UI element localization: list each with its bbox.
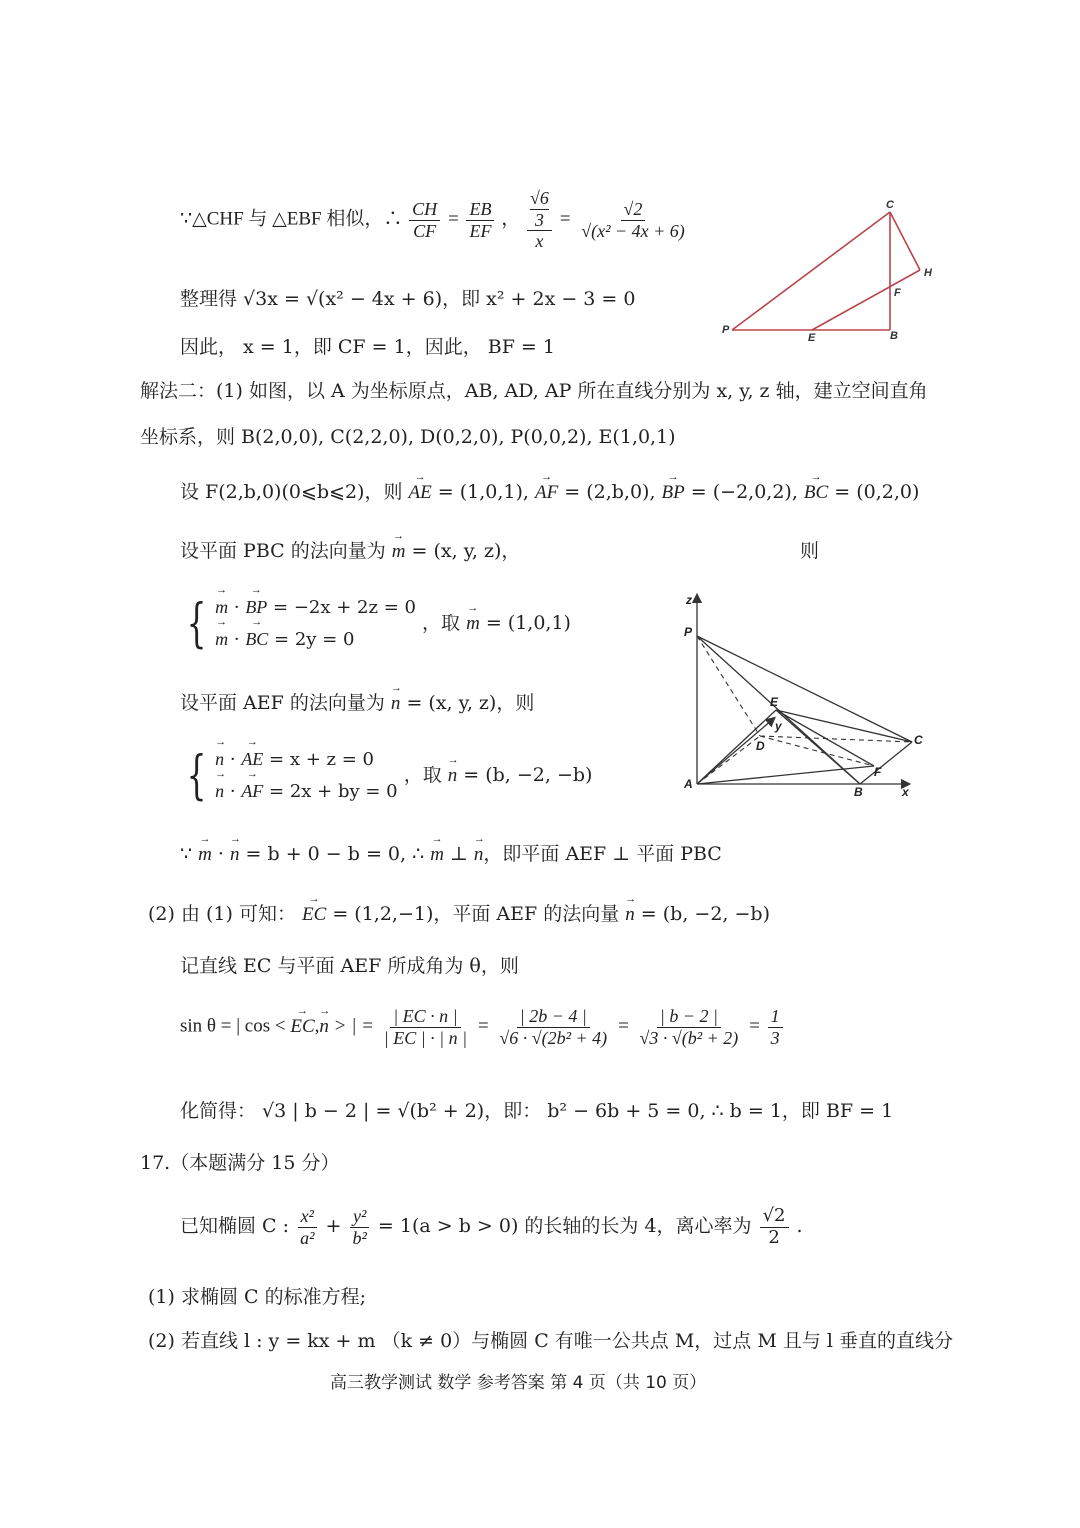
fraction-x2-a2: $\frac{\text{x²}}{\text{a²}}$ [297, 1206, 317, 1248]
label-e2: E [770, 695, 779, 709]
fraction-dot-over-norms: $\frac{| EC \cdot n |}{| EC | \cdot | n |}$ [383, 1006, 468, 1048]
label-d: D [756, 739, 765, 753]
triangle-figure [718, 196, 942, 346]
perpendicular-conclusion: ∵ → m · → n = b + 0 − b = 0, ∴ → m ⊥ → n，即平面 AEF ⊥ 平面 PBC [180, 843, 722, 867]
cf-result: 因此， x = 1，即 CF = 1，因此， BF = 1 [180, 336, 555, 358]
fraction-ch-cf: $\frac{CH}{CF}$ [409, 199, 440, 241]
label-p: P [722, 324, 730, 336]
label-f2: F [874, 765, 882, 779]
simplify-result: 化简得： √3 | b − 2 | = √(b² + 2)，即： b² − 6b + 5 = 0, ∴ b = 1，即 BF = 1 [180, 1100, 894, 1122]
label-c: C [886, 199, 894, 211]
line-eh [812, 270, 920, 330]
label-y: y [775, 719, 782, 733]
dashed-ad [697, 736, 760, 784]
system-pbc: { → m · → BP = −2x + 2z = 0 → m · → BC = 2y = 0 ，取 → m = (1,0,1) [180, 592, 571, 655]
edge-af [697, 766, 874, 784]
label-f: F [894, 287, 901, 299]
solution2-intro: 解法二：(1) 如图，以 A 为坐标原点，AB, AD, AP 所在直线分别为 x, y, z 轴，建立空间直角 [140, 380, 928, 402]
vector-af: → AF [535, 482, 558, 505]
fraction-2b-4: $\frac{| 2b - 4 |}{\text{√6 · √(2b² + 4)}}$ [499, 1006, 608, 1048]
similarity-equation: ∵△CHF 与 △EBF 相似，∴ $\frac{CH}{CF}$ = $\frac{EB}{EF}$ ， √6 3 x = $\frac{√2}{\text{√(x² − 4x + 6)}}$ [180, 188, 690, 252]
edge-ef [776, 710, 874, 766]
fraction-b-2: $\frac{| b - 2 |}{\text{√3 · √(b² + 2)}}$ [639, 1006, 739, 1048]
label-c2: C [914, 733, 923, 747]
vector-bc: → BC [804, 482, 828, 505]
question-17-part2: (2) 若直线 l : y = kx + m （k ≠ 0）与椭圆 C 有唯一公共点 M，过点 M 且与 l 垂直的直线分 [148, 1330, 953, 1352]
label-b2: B [854, 785, 863, 799]
fraction-one-third: $\frac{1}{3}$ [768, 1006, 783, 1048]
fraction-eccentricity: $\frac{√2}{2}$ [760, 1206, 789, 1248]
label-b: B [890, 330, 898, 342]
label-h: H [924, 267, 932, 279]
system-aef: { → n · → AE = x + z = 0 → n · → AF = 2x + by = 0 ，取 → n = (b, −2, −b) [180, 744, 592, 807]
fraction-y2-b2: $\frac{\text{y²}}{\text{b²}}$ [349, 1206, 369, 1248]
label-a: A [684, 777, 693, 791]
fraction-sqrt2-over-root: $\frac{√2}{\text{√(x² − 4x + 6)}}$ [581, 198, 685, 241]
fraction-eb-ef: $\frac{EB}{EF}$ [466, 199, 494, 241]
label-e: E [808, 332, 816, 344]
line-ch [890, 212, 920, 270]
pbc-normal-vector: 设平面 PBC 的法向量为 → m = (x, y, z)， [180, 540, 520, 564]
page-footer: 高三教学测试 数学 参考答案 第 4 页（共 10 页） [330, 1373, 707, 1393]
vector-ae: → AE [409, 482, 432, 505]
coordinate-points: 坐标系，则 B(2,0,0), C(2,2,0), D(0,2,0), P(0,0,2), E(1,0,1) [140, 426, 676, 448]
question-17-part1: (1) 求椭圆 C 的标准方程; [148, 1286, 366, 1308]
vector-bp: → BP [662, 482, 685, 505]
vector-definitions: 设 F(2,b,0)(0⩽b⩽2)，则 → AE = (1,0,1), → AF = (2,b,0), → BP = (−2,0,2), → BC = (0,2,0) [180, 481, 919, 505]
aef-normal-vector: 设平面 AEF 的法向量为 → n = (x, y, z)，则 [180, 692, 534, 716]
sine-equation: sin θ = | cos < → EC,→ n > | = $\frac{| EC \cdot n |}{| EC | \cdot | n |}$ = $\frac{| 2b - 4 |}{\text{√6 · √(2b² + 4)}}$ = $\frac{| b - 2 |}{\text{√3 · √(b² + 2)}}$ = $\frac{1}{3}$ [180, 1006, 785, 1048]
dashed-df [760, 736, 874, 766]
pyramid-figure [680, 590, 930, 800]
label-z: z [686, 593, 692, 607]
part2-vector: (2) 由 (1) 可知： → EC = (1,2,−1)，平面 AEF 的法向量 → n = (b, −2, −b) [148, 903, 770, 927]
then-word: 则 [800, 540, 820, 562]
simplified-equation: 整理得 √3x = √(x² − 4x + 6)，即 x² + 2x − 3 = 0 [180, 288, 636, 310]
theta-definition: 记直线 EC 与平面 AEF 所成角为 θ，则 [180, 955, 519, 977]
line-pc [732, 212, 890, 330]
question-17-title: 17.（本题满分 15 分） [140, 1152, 340, 1174]
question-17-ellipse: 已知椭圆 C : $\frac{\text{x²}}{\text{a²}}$ + $\frac{\text{y²}}{\text{b²}}$ = 1(a > b > 0) 的长轴的长为 4，离心率为 $\frac{√2}{2}$ . [180, 1205, 803, 1248]
label-p2: P [684, 625, 693, 639]
label-x: x [902, 785, 909, 799]
fraction-sqrt6-over-3x: √6 3 x [527, 188, 552, 252]
edge-eb [776, 710, 860, 784]
